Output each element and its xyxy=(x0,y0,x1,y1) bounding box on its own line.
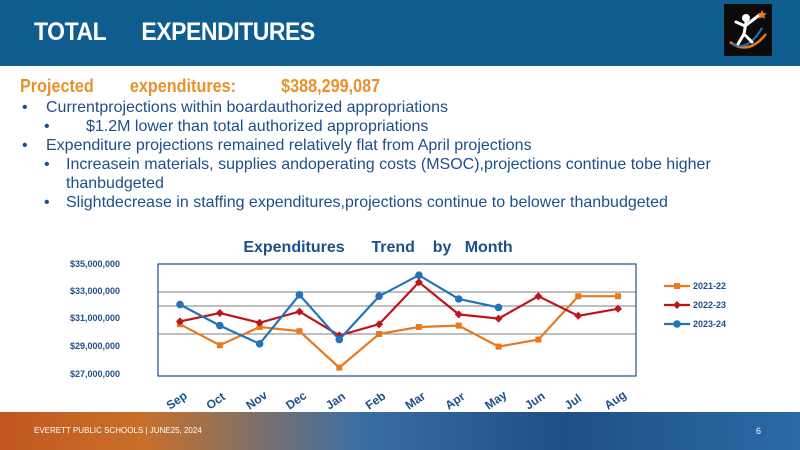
x-tick-label: Mar xyxy=(402,388,429,412)
plot-area xyxy=(158,264,636,376)
data-point xyxy=(415,271,423,279)
data-point xyxy=(455,295,463,303)
footer-bar xyxy=(0,412,800,450)
chart-title: Expenditures Trend by Month xyxy=(243,239,513,256)
legend-label: 2023-24 xyxy=(693,319,727,329)
x-tick-label: Nov xyxy=(243,387,270,412)
slide-content xyxy=(20,76,790,212)
x-tick-label: Jun xyxy=(522,388,548,412)
y-tick-label: $27,000,000 xyxy=(70,369,121,379)
expenditures-trend-chart xyxy=(0,232,800,412)
x-tick-label: Apr xyxy=(442,389,468,412)
legend-label: 2021-22 xyxy=(693,281,727,291)
x-tick-label: Jan xyxy=(322,389,348,412)
data-point xyxy=(296,291,304,299)
x-tick-label: Oct xyxy=(203,389,228,412)
legend-label: 2022-23 xyxy=(693,300,727,310)
bullet-board-appropriations: • Currentprojections within boardauthorized appropriations xyxy=(20,98,790,117)
data-point xyxy=(456,323,462,329)
x-tick-label: Aug xyxy=(601,387,629,412)
data-point xyxy=(375,292,383,300)
y-tick-label: $33,000,000 xyxy=(70,286,121,296)
x-tick-label: Dec xyxy=(283,388,310,412)
x-tick-label: May xyxy=(482,387,510,412)
bullet-lower-than-authorized: • $1.2M lower than total authorized appropriations xyxy=(20,117,790,136)
legend-marker xyxy=(674,283,680,289)
bullet-msoc-increase: • Increasein materials, supplies andoperating costs (MSOC),projections continue tobe higher thanbudgeted xyxy=(20,155,790,193)
data-point xyxy=(615,293,621,299)
header-bar xyxy=(0,0,800,66)
legend-marker xyxy=(673,320,681,328)
bullet-flat-projections: • Expenditure projections remained relatively flat from April projections xyxy=(20,136,790,155)
page-title: TOTAL EXPENDITURES xyxy=(34,18,315,46)
everett-logo-icon xyxy=(724,4,772,56)
footer-text: EVERETT PUBLIC SCHOOLS | JUNE25, 2024 xyxy=(34,426,202,435)
y-tick-label: $31,000,000 xyxy=(70,313,121,323)
y-tick-label: $29,000,000 xyxy=(70,341,121,351)
bullet-staffing-decrease: • Slightdecrease in staffing expenditures,projections continue to belower thanbudgeted xyxy=(20,193,790,212)
data-point xyxy=(217,342,223,348)
data-point xyxy=(416,324,422,330)
data-point xyxy=(495,304,503,312)
data-point xyxy=(496,344,502,350)
projected-expenditures: Projected expenditures: $388,299,087 xyxy=(20,76,381,96)
data-point xyxy=(296,328,302,334)
x-tick-label: Jul xyxy=(561,391,585,412)
data-point xyxy=(575,293,581,299)
page-number: 6 xyxy=(756,426,762,436)
x-tick-label: Sep xyxy=(163,388,190,412)
data-point xyxy=(176,301,184,309)
data-point xyxy=(216,322,224,330)
data-point xyxy=(256,340,264,348)
x-tick-label: Feb xyxy=(362,388,389,412)
legend-marker xyxy=(673,301,681,309)
data-point xyxy=(336,365,342,371)
data-point xyxy=(335,336,343,344)
bullet-list xyxy=(20,98,790,212)
y-tick-label: $35,000,000 xyxy=(70,259,121,269)
data-point xyxy=(376,331,382,337)
data-point xyxy=(535,337,541,343)
